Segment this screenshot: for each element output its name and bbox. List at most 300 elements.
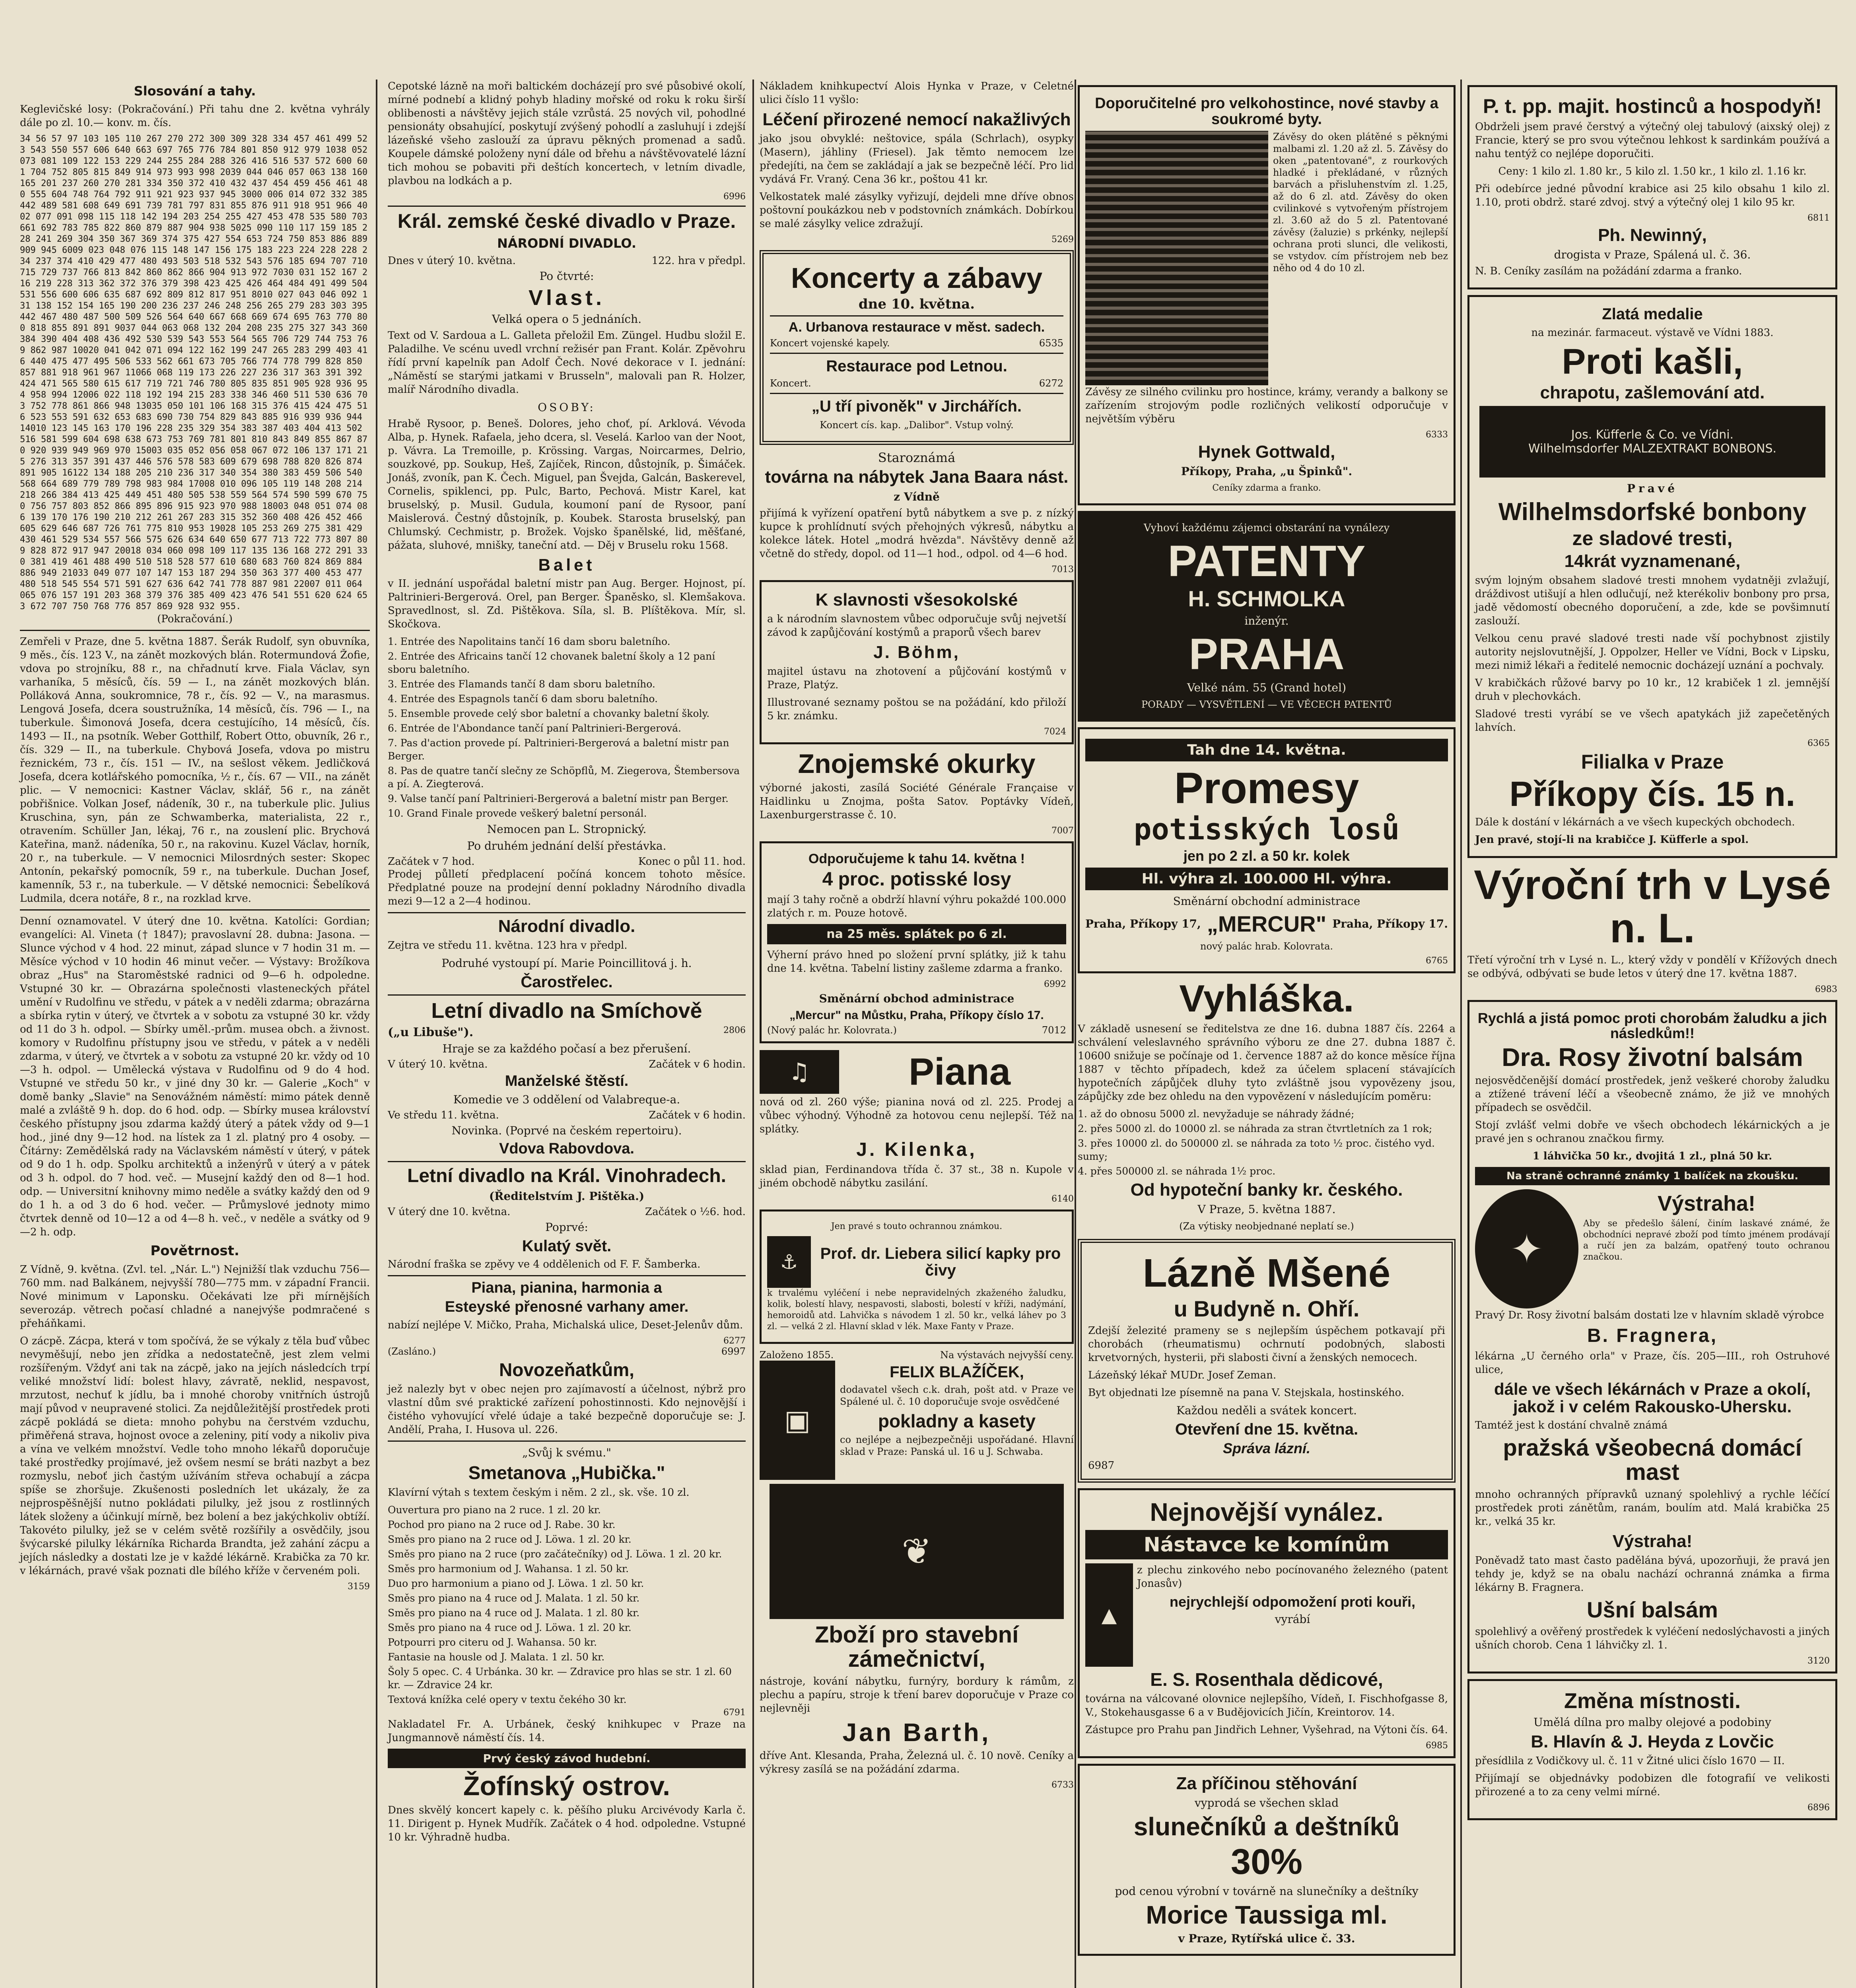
mercur-palace: (Nový palác hr. Kolovrata.)	[767, 1025, 897, 1036]
sheet-music-item: Potpourri pro citeru od J. Wahansa. 50 kr.	[388, 1636, 597, 1648]
announcement-item: 3. přes 10000 zl. do 500000 zl. se náhrada za toto ½ proc. čistého vyd. sumy;	[1078, 1137, 1435, 1162]
awarded-14: 14krát vyznamenané,	[1564, 551, 1741, 571]
kilenka-text: sklad pian, Ferdinandova třída č. 37 st., 38 n. Kupole v jiném obchodě nábytku zasilání.	[760, 1164, 1074, 1190]
locksmith-text: nástroje, kování nábytku, furnýry, bordury k rámům, z plechu a papíru, stroje k tření barev doporučuje v Praze co nejlevněji	[760, 1675, 1074, 1714]
sheet-music-item: Směs pro piano na 4 ruce od J. Malata. 1 zl. 50 kr.	[388, 1592, 640, 1604]
patents-heading: PATENTY	[1168, 536, 1366, 586]
bonbons-boxes: V krabičkách růžové barvy po 10 kr., 12 krabiček 1 zl. jemnější druh v plechovkách.	[1475, 677, 1830, 703]
umbrellas-heading: slunečníků a deštníků	[1133, 1812, 1400, 1841]
own-to-own-motto: „Svůj k svému."	[522, 1446, 612, 1460]
studio-text: Umělá dílna pro malby olejové a podobiny	[1533, 1716, 1771, 1729]
blazicek-text: dodavatel všech c.k. drah, pošt atd. v Praze ve Spálené ul. č. 10 doporučuje svoje osvědčené	[840, 1384, 1074, 1408]
letna-row	[770, 378, 1063, 389]
potisske-heading: 4 proc. potisské losy	[822, 869, 1011, 890]
ear-balsam-text: spolehlivý a ověřený prostředek k vyléčení nedoslýchavosti a jiných ušních chorob. Cena 1 láhvičky zl. 1.	[1475, 1625, 1830, 1651]
warning-heading: Výstraha!	[1657, 1192, 1756, 1216]
concerts-box	[760, 250, 1074, 445]
percent-off: 30%	[1230, 1842, 1303, 1882]
column-3	[760, 80, 1074, 1988]
announcement-item: 4. přes 500000 zl. se náhrada 1½ proc.	[1078, 1165, 1276, 1177]
cast-list: Hrabě Rysoor, p. Beneš. Dolores, jeho choť, pí. Arklová. Vévoda Alba, p. Hynek. Rafaela, jeho dcera, sl. Veselá. Karloo van der Noot, p. Vávra. La Tremoille, p. Krössing. Vargas, Noircarmes, Delrio, souzkové, pp. Soukup, Heš, Zajíček, Rincon, důstojník, p. Šimáček. Jonáš, zvoník, pan K. Čech. Miguel, pan Švejda, Galcán, Baskerevel, Cornelis, spiklenci, pp. Pulc, Barto, Pechová. Mistr Karel, kat bruselský, p. Musil. Gudula, koumoní paní de Rysoor, paní Maislerová. Čestný důstojník, p. Koubek. Starosta bruselský, pan Chlumský. Cechmistr, p. Brožek. Vojsko španělské, lid, měšťané, pážata, sluhové, mnišky, taneční atd. — Děj v Bruselu roku 1568.	[388, 418, 746, 552]
oil-box	[1467, 85, 1837, 289]
furniture-factory-heading: továrna na nábytek Jana Baara nást.	[765, 467, 1069, 487]
ad-number: 6896	[1807, 1803, 1830, 1813]
smetana-heading: Smetanova „Hubička."	[468, 1462, 665, 1483]
kufferle-label: Jos. Küfferle & Co. ve Vídni.	[1571, 428, 1734, 442]
sheet-music-item: Duo pro harmonium a piano od J. Löwa. 1 zl. 50 kr.	[388, 1577, 644, 1589]
first-time: Poprvé:	[545, 1221, 588, 1234]
zofin-heading: Žofínský ostrov.	[463, 1771, 670, 1801]
weather-notice: Hraje se za každého počasí a bez přerušení.	[442, 1042, 691, 1056]
manufactures: vyrábí	[1275, 1613, 1310, 1626]
warning-block	[1583, 1189, 1830, 1309]
barth-text: dříve Ant. Klesanda, Praha, Železná ul. č. 10 nově. Ceníky a výkresy zasílá se na požádání zdarma.	[760, 1750, 1074, 1776]
price-per-lot: jen po 2 zl. a 50 kr. kolek	[1183, 847, 1350, 864]
lottery-numbers: 34 56 57 97 103 105 110 267 270 272 300 309 328 334 457 461 499 523 543 550 557 606 640 663 697 765 776 784 801 850 912 979 1038 052 073 081 109 122 153 229 244 255 284 288 326 416 516 537 572 600 601 704 752 805 815 849 914 973 993 998 2039 044 046 057 063 138 160 165 201 237 260 270 281 334 350 372 410 432 437 454 459 456 461 480 555 604 748 764 792 911 921 923 937 945 3000 006 014 072 332 385 442 489 581 608 649 691 739 781 797 831 855 876 911 918 951 966 4002 077 091 098 115 118 142 194 203 254 255 427 453 478 535 580 703 661 692 783 785 822 860 879 887 904 938 5025 090 110 117 159 185 228 241 269 304 350 367 369 374 375 427 554 653 724 750 853 886 889 909 945 6009 023 048 076 115 148 147 156 175 183 223 224 228 228 234 237 374 410 429 477 480 493 503 518 532 543 576 185 694 707 710 715 729 737 766 813 842 860 862 866 904 913 972 7030 031 152 167 216 219 228 313 362 372 376 379 398 423 425 426 464 484 491 499 504 531 556 600 606 635 687 692 809 812 817 951 8010 027 043 046 092 131 138 152 154 165 190 200 236 237 246 248 256 265 279 283 303 395 442 467 480 487 500 509 526 564 640 667 668 669 674 695 763 770 800 818 855 891 891 9037 044 063 068 132 204 208 235 275 327 343 360 384 390 404 408 436 492 530 539 543 553 564 565 706 729 744 753 769 862 987 10020 041 042 071 094 122 162 199 247 265 283 299 403 416 440 475 477 495 506 533 562 661 673 705 766 774 778 799 828 850 857 881 918 961 967 11066 068 119 173 226 227 236 317 363 391 392 424 471 565 580 615 617 719 721 746 780 805 835 851 905 928 936 954 958 994 12006 022 118 192 194 215 283 338 346 460 511 530 636 703 752 778 861 866 948 13035 050 101 106 168 315 376 415 424 475 516 523 553 591 632 653 683 690 730 754 829 843 885 916 939 936 944 14010 123 145 163 170 196 228 235 329 354 383 387 403 404 413 502 516 581 599 604 698 638 673 753 769 781 801 810 843 849 855 867 870 920 939 949 969 970 15003 035 052 056 058 067 072 106 137 171 215 276 313 357 391 437 446 576 578 583 609 679 698 788 820 826 874 891 905 16122 134 188 205 210 236 317 340 354 380 383 459 506 540 568 664 689 779 789 798 983 984 17008 010 096 105 119 148 208 214 218 266 384 413 425 449 451 480 505 538 559 564 574 590 599 670 750 756 757 803 852 866 895 896 915 923 970 988 18003 048 051 074 086 139 170 176 190 210 212 261 267 283 315 352 360 408 426 452 466 605 629 646 687 726 761 775 810 953 19028 105 253 269 275 381 429 430 461 529 534 557 566 575 626 634 640 650 677 713 722 773 807 809 828 872 917 947 20018 034 060 098 109 117 135 136 168 272 291 330 381 419 461 488 490 510 518 528 577 610 680 683 760 824 869 884 886 949 21033 049 077 107 147 153 187 294 350 363 377 400 453 477 480 518 545 554 571 591 627 636 642 741 778 887 981 22007 011 064 065 076 157 191 203 368 379 376 385 409 423 476 541 551 620 624 653 672 707 750 768 776 857 869 928 932 955.	[20, 134, 373, 612]
fragner-text: lékárna „U černého orla" v Praze, čís. 205—III., roh Ostruhové ulice,	[1475, 1350, 1830, 1376]
announcement-list	[1078, 1107, 1456, 1178]
daily-announcements: Denní oznamovatel. V úterý dne 10. května. Katolíci: Gordian; evangelíci: Al. Vineta († 1847); pravoslavní 28. dubna: Jasona. — Slunce východ v 4 hod. 22 minut, západ slunce v 7 hodin 31 m. — Měsíce východ v 10 hodin 46 minut večer. — Výstavy: Brožíkova obraz „Hus" na Staroměstské radnici od 9—6 h. odpoledne. Vstupné 30 kr. — Obrazárna společnosti vlasteneckých přátel umění v Rudolfinu ve středu, v pátek a v neděli zdarma; obrazárna a sbírka rytin v úterý, ve čtvrtek a v sobotu za vstupné 30 kr. vždy od 11 do 3 h. odpol. — Sbírky uměl.-prům. musea obch. a živnost. komory v Rudolfinu přístupny jsou ve středu, v pátek a v neděli zdarma, v úterý, ve čtvrtek a v sobotu za vstupné 20 kr. vždy od 10—3 h. odpol. — Umělecká výstava v Rudolfinu od 9 do 4 hod. Vstupné ve středu 50 kr., v jiné dny 30 kr. — Galerie „Koch" v domě banky „Slavie" na Senovážném náměstí: mimo pátek denně malé a zvláště 9 h. dop. do 6 hod. odp. — Sbírky musea království českého přístupny jsou zdarma každý úterý a pátek vždy od 9—1 hod., jiné dny 9—12 hod. na lístek za 1 zl. platný pro 4 osoby. — Čítárny: Zemědělská rady na Václavském náměstí v úterý, v pátek od 9 do 1 h. odp. Spolku architektů a inženýrů v úterý a v pátek od 3 h. odpol. do 7 hod. več. — Musejní každý den od 8—1 hod. odp. — Universitní knihovny mimo neděle a svátky každý den od 9 do 1 h. a od 3 do 6 hod. večer. — Průmyslové jednoty mimo čtvrtek denně od 10—12 a od 4—8 h. več., v neděle a svátky od 9—2 h. odp.	[20, 915, 370, 1238]
rosy-text: nejosvědčenější domácí prostředek, jenž veškeré choroby žaludku a ztížené trávení léčí a všeobecně známo, že již ve mnohých případech se osvědčil.	[1475, 1075, 1830, 1114]
comedy-title: Manželské štěstí.	[505, 1073, 629, 1090]
sokol-box	[760, 580, 1074, 744]
gold-medal-text: na mezinár. farmaceut. výstavě ve Vídni 1883.	[1531, 326, 1774, 339]
urban-row	[770, 338, 1063, 349]
ad-number: 7024	[1044, 727, 1066, 737]
rosy-sample-bar: Na straně ochranné známky 1 balíček na zkoušku.	[1475, 1167, 1830, 1185]
bohm-name: J. Böhm,	[873, 642, 960, 662]
spa-opening: Otevření dne 15. května.	[1175, 1420, 1358, 1438]
blinds-text-2: Závěsy ze silného cvilinku pro hostince, krámy, verandy a balkony se zařízením strojovým podle rozličných velikostí odporučuje v největším výběru	[1085, 386, 1448, 425]
below-cost: pod cenou výrobní v továrně na slunečníky a deštníky	[1115, 1884, 1419, 1898]
rosenthal-text: továrna na válcované olovnice nejlepšího, Vídeň, I. Fischhofgasse 8, V., Stokehausgasse 6 a v Budějovicích Jičín, Kreintorov. 14.	[1085, 1693, 1448, 1718]
ad-number: 6277	[723, 1336, 746, 1346]
divider	[20, 909, 370, 911]
contagious-diseases-heading: Léčení přirozené nemocí nakažlivých	[762, 110, 1071, 129]
installments-text: Výherní právo hned po složení první splátky, již k tahu dne 14. května. Tabelní listiny zašleme zdarma a franko.	[767, 949, 1066, 975]
sokol-text: a k národním slavnostem vůbec odporučuje svůj nejvetší závod k zapůjčování kostýmů a praporů všech barev	[767, 613, 1066, 639]
hlavin-text: přesídlila z Vodičkovy ul. č. 11 v Žitné ulici číslo 1670 — II.	[1475, 1755, 1785, 1767]
znojmo-pickles-heading: Znojemské okurky	[798, 749, 1036, 779]
moving-notice: Za příčinou stěhování	[1176, 1773, 1357, 1793]
balsam-box	[1467, 1000, 1837, 1673]
only-genuine: Jen pravé, stojí-li na krabičce J. Küfferle a spol.	[1475, 834, 1749, 846]
ad-number: 7013	[1051, 564, 1074, 575]
ad-number: 2806	[723, 1025, 746, 1036]
vinohrady-start: Začátek o ½6. hod.	[645, 1206, 746, 1218]
oil-text: Obdrželi jsem pravé čerstvý a výtečný olej tabulový (aixský olej) z Francie, který se pro svou výtečnou lehkost k sardinkám používá a nahu tentýž co nejlépe doporučiti.	[1475, 120, 1830, 160]
exchange-admin: Směnární obchodní administrace	[1173, 894, 1360, 908]
ear-balsam-heading: Ušní balsám	[1587, 1597, 1718, 1622]
shipping-notice: Velkostatek malé zásylky vyřizují, dejdeli mne dříve obnos poštovní poukázkou neb v podstovních známkách. Dobírkou se malé zásylky velice zdražují.	[760, 191, 1074, 230]
available-pharmacies: dále ve všech lékárnách v Praze a okolí, jakož i v celém Rakousko-Uhersku.	[1494, 1379, 1811, 1416]
mercur-address: „Mercur" na Můstku, Praha, Příkopy číslo 17.	[789, 1008, 1044, 1022]
start-time: Začátek v 7 hod.	[388, 856, 475, 868]
ballet-item: 7. Pas d'action provede pí. Paltrinieri-Bergerová a baletní mistr pan Berger.	[388, 737, 729, 762]
column-rule	[752, 80, 754, 1988]
ad-number: 6996	[723, 192, 746, 202]
umbrellas-box	[1078, 1764, 1456, 1956]
letna-text: Koncert.	[770, 378, 811, 389]
ballet-item: 6. Entrée de l'Abondance tančí paní Paltrinieri-Bergerová.	[388, 722, 681, 734]
divider	[770, 353, 1063, 354]
ad-number: 6765	[1426, 955, 1448, 966]
sheet-music-item: Ouvertura pro piano na 2 ruce. 1 zl. 20 kr.	[388, 1504, 601, 1516]
bonbon-tin-illustration	[1479, 406, 1825, 478]
warning-heading-2: Výstraha!	[1612, 1531, 1693, 1551]
relocation-heading: Změna místnosti.	[1564, 1689, 1741, 1713]
furniture-text: přijímá k vyřízení opatření bytů nábytkem a sve p. z nízký kupce k prohlídnutí svých přehojných výkresů, nábytku a kolekce látek. Hotel „modrá hvězda". Návštěvy denně až včetně do středy, dopol. od 11—1 hod., odpol. od 4—6 hod.	[760, 507, 1074, 560]
also-available: Tamtéž jest k dostání chvalně známá	[1475, 1419, 1668, 1431]
sheet-music-item: Směs pro piano na 4 ruce od J. Malata. 1 zl. 80 kr.	[388, 1607, 640, 1619]
unordered-copies: (Za výtisky neobjednané neplatí se.)	[1179, 1220, 1354, 1232]
vinohrady-director: (Ředitelstvím J. Pištěka.)	[489, 1190, 645, 1203]
blinds-heading: Doporučitelné pro velkohostince, nové stavby a soukromé byty.	[1095, 95, 1438, 128]
baltic-spa-notice: Cepotské lázně na moři baltickém docházejí pro své působivé okolí, mírné podnebí a klidný pohyb hladiny mořské od roku k roku širší oblibenosti a návštěvy jejich stále vzrůstá. 25 nových vil, pohodlné pensionáty obsahující, poskytují zvýšený pohodlí a zasluhují i zdejší lázeňské všeho zaslouží za úpravu pěkných promenad a sadů. Koupele dámské položeny nyní dále od břehu a návštěvovatelé lázní tich mohou se pobaviti při deštích koncertech, v letním divadle, plavbou na lodkách a p.	[388, 80, 746, 187]
divider	[388, 1441, 746, 1442]
performance-date: Dnes v úterý 10. května.	[388, 254, 516, 267]
genuine-label: Pravé	[1627, 482, 1678, 495]
blinds-row	[1085, 131, 1448, 385]
mercur-left: Praha, Příkopy 17,	[1085, 917, 1201, 930]
anchor-icon: ⚓	[767, 1236, 811, 1288]
prague-agent: Zástupce pro Prahu pan Jindřich Lehner, Vyšehrad, na Výtoni čís. 64.	[1085, 1724, 1448, 1736]
concerts-heading: Koncerty a zábavy	[791, 262, 1043, 295]
rosenthal-name: E. S. Rosenthala dědicové,	[1150, 1669, 1383, 1690]
newlyweds-heading: Novozeňatkům,	[499, 1359, 634, 1380]
three-peonies-text: Koncert cís. kap. „Dalibor". Vstup volný.	[820, 419, 1014, 431]
well-known-label: Staroznámá	[878, 450, 956, 466]
bohm-text: majitel ústavu na zhotovení a půjčování kostýmů v Praze, Platýz.	[767, 666, 1066, 691]
kilenka-name: J. Kilenka,	[856, 1139, 977, 1160]
gottwald-name: Hynek Gottwald,	[1198, 442, 1335, 462]
newinny-name: Ph. Newinný,	[1598, 225, 1707, 245]
national-theatre-heading-2: Národní divadlo.	[498, 916, 636, 936]
lottery-intro: Keglevičské losy: (Pokračování.) Při tahu dne 2. května vyhrály dále po zl. 10.— konv. m. čís.	[20, 103, 370, 129]
ballet-item: 1. Entrée des Napolitains tančí 16 dam sboru baletního.	[388, 636, 670, 648]
sheet-music-item: Fantasie na housle od J. Malata. 1 zl. 50 kr.	[388, 1651, 605, 1663]
ill-notice: Nemocen pan L. Stropnický.	[487, 823, 647, 836]
oil-prices-text: Při odebírce jedné původní krabice asi 25 kilo obsahu 1 kilo zl. 1.10, proti obdrž. staré zdvoj. stvý a výtečný olej 1 kilo 95 kr.	[1475, 182, 1830, 208]
ad-number: 6987	[1088, 1460, 1115, 1472]
liebera-row	[767, 1236, 1066, 1288]
column-rule	[376, 80, 377, 1988]
first-music-house-bar: Prvý český závod hudební.	[388, 1749, 746, 1768]
blazicek-text-block	[840, 1361, 1074, 1480]
quick-help: Rychlá a jistá pomoc proti chorobám žaludku a jich následkům!!	[1477, 1010, 1827, 1042]
malt-extract-text: Sladové tresti vyrábí se ve všech apatykách již zapečetěných lahvích.	[1475, 708, 1830, 734]
sent-row	[388, 1346, 746, 1357]
publisher-urbanek: Nakladatel Fr. A. Urbánek, český knihkupec v Praze na Jungmannově náměstí čís. 14.	[388, 1718, 746, 1744]
ad-number: 6140	[1051, 1194, 1074, 1204]
farce-text: Národní fraška se zpěvy ve 4 oddělenich od F. F. Šamberka.	[388, 1258, 701, 1271]
piano-ad	[760, 1049, 1074, 1095]
fragner-name: B. Fragnera,	[1587, 1325, 1718, 1347]
tomorrow-performance: Zejtra ve středu 11. května. 123 hra v předpl.	[388, 940, 628, 952]
ad-number: 6365	[1807, 738, 1830, 749]
ballet-item: 9. Valse tančí paní Paltrinieri-Bergerová a baletní mistr pan Berger.	[388, 793, 729, 805]
potisske-text: mají 3 tahy ročně a obdrží hlavní výhru pokaždé 100.000 zlatých r. m. Pouze hotově.	[767, 893, 1066, 919]
ad-number: 6992	[1044, 979, 1066, 989]
column-5	[1467, 80, 1837, 1988]
pianos-heading: Piana, pianina, harmonia a	[471, 1279, 662, 1297]
vinohrady-date: V úterý dne 10. května.	[388, 1206, 511, 1218]
safes-text: co nejlépe a nejbezpečněji uspořádané. Hlavní sklad v Praze: Panská ul. 16 u J. Schwaba.	[840, 1434, 1074, 1458]
smichov-start: Začátek v 6 hodin.	[649, 1058, 746, 1071]
safe-icon: ▣	[760, 1361, 835, 1480]
locksmith-goods-heading: Zboží pro stavební zámečnictví,	[814, 1622, 1019, 1672]
smichov-theatre-heading: Letní divadlo na Smíchově	[431, 999, 702, 1023]
blinds-illustration	[1085, 131, 1268, 385]
widow-title: Vdova Rabovdova.	[499, 1140, 634, 1157]
hoteliers-heading: P. t. pp. majit. hostinců a hospodyň!	[1483, 95, 1822, 117]
bonbons-box	[1467, 295, 1837, 858]
sheet-music-item: Textová knížka celé opery v textu čekého 30 kr.	[388, 1693, 627, 1705]
libuse-label: („u Libuše").	[388, 1025, 474, 1040]
spa-concerts: Každou neděli a svátek koncert.	[1176, 1404, 1357, 1417]
opera-title: Vlast.	[528, 285, 605, 310]
time-row	[388, 856, 746, 868]
prikopy-address: Příkopy čís. 15 n.	[1509, 774, 1796, 813]
cough-heading: Proti kašli,	[1562, 342, 1743, 382]
ballet-item: 10. Grand Finale provede veškerý baletní personál.	[388, 808, 647, 819]
wilhelmsdorf-heading: Wilhelmsdorfské bonbony	[1498, 498, 1807, 526]
spa-doctor: Lázeňský lékař MUDr. Josef Zeman.	[1088, 1369, 1277, 1381]
liebera-heading: Prof. dr. Liebera silicí kapky pro čivy	[820, 1245, 1061, 1279]
sheet-music-item: Směs pro harmonium od J. Wahansa. 1 zl. 50 kr.	[388, 1563, 629, 1574]
urban-text: Koncert vojenské kapely.	[770, 338, 890, 349]
mercur-row-2	[1085, 911, 1448, 937]
piano-text: nová od zl. 260 výše; pianina nová od zl. 225. Prodej a vůbec výhodný. Výhodně za hotovou cenu nejlepší. Též na splátky.	[760, 1096, 1074, 1135]
founded-row	[760, 1349, 1074, 1361]
opera-credits: Text od V. Sardoua a L. Galleta přeložil Em. Züngel. Hudbu složil E. Paladilhe. Ve scénu uvedl vrchní režisér pan Frant. Kolár. Zpěvohru řídí první kapelník pan Adolf Čech. Nové dekorace v I. jednání: „Náměstí se starými jatkami v Brusseln", malovali pan R. Holzer, malíř Národního divadla.	[388, 330, 746, 396]
ad-number: 7007	[1051, 826, 1074, 836]
installments-bar: na 25 měs. splátek po 6 zl.	[767, 924, 1066, 944]
sheet-music-item: Směs pro piano na 2 ruce od J. Löwa. 1 zl. 20 kr.	[388, 1533, 632, 1545]
barth-name: Jan Barth,	[842, 1718, 991, 1747]
column-4	[1078, 80, 1456, 1988]
hoarseness-heading: chrapotu, zašlemování atd.	[1540, 383, 1765, 403]
ballet-item: 8. Pas de quatre tančí slečny ze Schöpflů, M. Ziegerova, Štembersova a pí. A. Ziegterová.	[388, 765, 740, 790]
announcement-item: 1. až do obnosu 5000 zl. nevyžaduje se náhrady žádné;	[1078, 1108, 1355, 1120]
smichov-date: V úterý 10. května.	[388, 1058, 488, 1071]
liebera-box	[760, 1209, 1074, 1344]
liebera-trademark-note: Jen pravé s touto ochrannou známkou.	[831, 1221, 1003, 1232]
divider	[388, 912, 746, 913]
contagious-diseases-text: jako jsou obvyklé: neštovice, spála (Schrlach), osypky (Masern), jáhliny (Friesel). Jak těmto nemocem lze předejíti, na čem se zakládají a jak se bezpečně léčí. Pro lid vydává Fr. Vraný. Cena 36 kr., poštou 41 kr.	[760, 133, 1074, 186]
rosy-price: 1 láhvička 50 kr., dvojitá 1 zl., plná 50 kr.	[1532, 1150, 1772, 1163]
smichov-date-2: Ve středu 11. května.	[388, 1109, 499, 1122]
studio-box	[1467, 1679, 1837, 1821]
freischutz-title: Čarostřelec.	[521, 973, 613, 991]
guest-notice: Podruhé vystoupí pí. Marie Poincillitová j. h.	[441, 957, 692, 970]
smoke-relief: nejrychlejší odpomožení proti kouři,	[1169, 1593, 1416, 1610]
ballet-item: 4. Entrée des Espagnols tančí 6 dam sboru baletního.	[388, 693, 658, 705]
ballet-list	[388, 635, 746, 820]
blazicek-name: FELIX BLAŽÍČEK,	[890, 1363, 1024, 1381]
patents-city: PRAHA	[1189, 630, 1345, 679]
rosy-stocked: Stojí zvlášť velmi dobře ve všech obchodech lékárnických a je pravé jen s ochranou značkou firmy.	[1475, 1119, 1830, 1145]
eagle-seal-icon: ✦	[1475, 1189, 1578, 1309]
intermission-notice: Po druhém jednání delší přestávka.	[467, 839, 667, 853]
price-lists: Ceníky zdarma a franko.	[1212, 483, 1321, 493]
safes-heading: pokladny a kasety	[878, 1411, 1036, 1432]
newest-invention: Nejnovější vynález.	[1150, 1498, 1384, 1527]
available-at: Dále k dostání v lékárnách a ve všech kupeckých obchodech.	[1475, 816, 1795, 829]
malz-label: Wilhelmsdorfer MALZEXTRAKT BONBONS.	[1528, 442, 1777, 456]
ad-number: 6535	[1039, 338, 1063, 349]
ad-number: 5269	[1051, 235, 1074, 245]
divider	[770, 393, 1063, 394]
lysa-fair-heading: Výroční trh v Lysé n. L.	[1474, 862, 1831, 952]
warning-row	[1475, 1189, 1830, 1309]
column-2	[388, 80, 746, 1988]
weather-heading: Povětrnost.	[150, 1243, 239, 1259]
sokol-heading: K slavnosti všesokolské	[815, 590, 1018, 610]
blinds-text: Závěsy do oken plátěné s pěknými malbami zl. 1.20 až zl. 5. Závěsy do oken „patentované", z rourkových hladké i překládané, v různých barvách a přisluhenstvím zl. 1.25, až do 6 zl. atd. Závěsy do oken cvilinkové s vytvořeným přístrojem zl. 3.60 až do 5 zl. Patentované závěsy (žaluzie) s prkénky, nejlepší ochrana proti slunci, dle velikosti, se vstydov. cím přístrojem neb bez něho od 4 do 10 zl.	[1273, 131, 1448, 274]
promesy-box	[1078, 727, 1456, 973]
liebera-text: k trvalému vyléčení i nebe nepravidelných zkaženého žaludku, kolik, bolestí hlavy, nespavosti, slabosti, bolestí v kříži, nadýmání, hemoroidů atd. Lahvička s návodem 1 zl. 50 kr., velká láhev po 3 zl. — velká 2 zl. Hlavní sklad v lék. Maxe Fanty v Praze.	[767, 1288, 1066, 1332]
sheet-music-item: Pochod pro piano na 2 ruce od J. Rabe. 30 kr.	[388, 1518, 616, 1530]
divider	[388, 994, 746, 996]
column-rule	[1460, 80, 1462, 1988]
column-rule	[1075, 80, 1076, 1988]
ballet-heading: Balet	[538, 555, 595, 575]
orders-accepted: Přijímají se objednávky podobizen dle fotografií ve velikosti přirozené a to za ceny velmi mírné.	[1475, 1773, 1830, 1798]
zofin-text: Dnes skvělý koncert kapely c. k. pěšího pluku Arcivévody Karla č. 11. Dirigent p. Hynek Mudřík. Začátek o 4 hod. odpoledne. Vstupné 10 kr. Výhradně hudba.	[388, 1804, 746, 1844]
znojmo-text: výborné jakosti, zasílá Société Générale Française v Haidlinku u Znojma, pošta Satov. Poptávky Vídeň, Laxenburgerstrasse č. 10.	[760, 782, 1074, 821]
chimney-box	[1078, 1488, 1456, 1758]
divider	[770, 315, 1063, 316]
sheet-music-item: Šoly 5 opec. C. 4 Urbánka. 30 kr. — Zdravice pro hlas se str. 1 zl. 60 kr. — Zdravice 24 kr.	[388, 1666, 732, 1691]
vinohrady-theatre-heading: Letní divadlo na Král. Vinohradech.	[407, 1165, 726, 1186]
selling-out: vyprodá se všechen sklad	[1194, 1796, 1339, 1809]
ad-number: 3120	[1807, 1656, 1830, 1666]
newlyweds-text: jež nalezly byt v obec nejen pro zajímavostí a účelnost, nýbrž pro vlastní dům své praktické zařízení pohostinnosti. Kdo nejnovější i čistého vyhovující vřelé údaje a také bezpečně doporučuje se: J. Andělí, Praha, I. Husova ul. 226.	[388, 1383, 746, 1436]
founded-label: Založeno 1855.	[760, 1349, 834, 1361]
spa-heading: Lázně Mšené	[1143, 1250, 1391, 1295]
kolovrat-palace: nový palác hrab. Kolovrata.	[1200, 940, 1333, 952]
vienna-label: z Vídně	[894, 490, 940, 503]
warning-text-2: Poněvadž tato mast často padělána bývá, upozorňuji, že pravá jen tehdy je, když se na obalu nachází ochranná známka a firma lékárny B. Fragnera.	[1475, 1554, 1830, 1594]
ballet-item: 2. Entrée des Africains tančí 12 chovanek baletní školy a 12 paní sboru baletního.	[388, 650, 715, 676]
patents-address: Velké nám. 55 (Grand hotel)	[1187, 681, 1347, 694]
hynek-publisher: Nákladem knihkupectví Alois Hynka v Praze, v Celetné ulici číslo 11 vyšlo:	[760, 80, 1074, 106]
patents-name: H. SCHMOLKA	[1188, 586, 1345, 612]
spa-location: u Budyně n. Ohří.	[1174, 1296, 1360, 1321]
prague-ointment: pražská všeobecná domácí mast	[1503, 1435, 1802, 1485]
mortgage-bank: Od hypoteční banky kr. českého.	[1130, 1180, 1403, 1200]
subscription-notice: Prodej půlletí předplacení počíná koncem tohoto měsíce. Předplatné pouze na prodejní denní pokladny Národního divadla mezi 9—12 a 2—4 hodinou.	[388, 868, 746, 908]
chimney-caps: Nástavce ke komínům	[1085, 1530, 1448, 1559]
opera-subtitle: Velká opera o 5 jednáních.	[492, 313, 642, 326]
ad-number: 6811	[1807, 213, 1830, 223]
sheet-music-item: Směs pro piano na 4 ruce od J. Löwa. 1 zl. 20 kr.	[388, 1621, 632, 1633]
subscription-number: 122. hra v předpl.	[651, 254, 746, 267]
theatre-heading: Král. zemské české divadlo v Praze.	[397, 210, 736, 232]
fourth-time: Po čtvrté:	[539, 269, 594, 283]
announcement-text: V základě usnesení se ředitelstva ze dne 16. dubna 1887 čís. 2264 a schválení veleslavného správního výboru ze dne 27. dubna 1887 č. 10600 snižuje se počínaje od 1. července 1887 až do konce měsíce října 1887 v těchto případech, kdež za účelem splacení stávajících hypotečních zápůjček dluhy tyto zvláštně jsou vypovězeny jsou, zápůjčky zde bez ohledu na den vypovězení v následujícím poměru:	[1078, 1023, 1456, 1103]
ad-number: 6997	[721, 1346, 746, 1357]
rosy-balsam-heading: Dra. Rosy životní balsám	[1502, 1043, 1803, 1072]
column-1	[20, 80, 373, 1988]
chimney-text-block	[1137, 1563, 1448, 1667]
piano-icon: ♫	[760, 1050, 839, 1094]
engraving-illustration: ❦	[770, 1484, 1064, 1619]
letna-restaurant: Restaurace pod Letnou.	[826, 357, 1007, 375]
deaths-notice: Zemřeli v Praze, dne 5. května 1887. Šerák Rudolf, syn obuvníka, 9 měs., čís. 123 V., na zánět mozkových blán. Rotermundová Žofie, vdova po strojníku, 88 r., na chřadnutí krve. Fiala Václav, syn varhaníka, 5 měsíců, čís. 59 — I., na zánět mozkových blán. Polláková Anna, soukromnice, 78 r., čís. 92 — V., na marasmus. Lengová Josefa, dcera soustružníka, 14 měsíců, čís. 796 — I., na tuberkule. Šimonová Josefa, dcera cestujícího, 14 měsíců, čís. 1493 — II., na psotník. Weber Gotthilf, Robert Otto, obuvník, 26 r., čís. 329 — II., na tuberkule. Chybová Josefa, vdova po mistru řeznickém, 73 r., čís. 151 — IV., na sešlost věkem. Jedličková Josefa, dcera kotlářského pomocníka, ½ r., čís. 67 — VII., na zánět plic. — V nemocnici: Kastner Václav, sklář, 56 r., na zánět pobřišnice. Volkan Josef, nádeník, 30 r., na tuberkule plic. Julius Kruschina, syn, pán ze Schwamberka, materialista, 22 r., otravením. Schüller Jan, lékaj, 76 r., na zouslení plic. Brychová Kateřina, manž. nádeníka, 50 r., na rakovinu. Kuzel Václav, horník, 20 r., na tuberkule. — V nemocnici Milosrdných sester: Skopec Antonín, pekařský pomocník, 59 r., na tuberkule. Duchan Josef, kamenník, 53 r., na tuberkule. — V dětské nemocnici: Šebelíková Ludmila, dcera notáře, 8 r., na rozklad krve.	[20, 636, 370, 905]
sheet-music-list	[388, 1503, 746, 1706]
patents-top: Vyhoví každému zájemci obstarání na vynálezy	[1143, 522, 1390, 534]
ad-number: 6272	[1039, 378, 1063, 389]
sheet-music-item: Směs pro piano na 2 ruce (pro začátečníky) od J. Löwa. 1 zl. 20 kr.	[388, 1548, 722, 1560]
chimney-icon: ▲	[1085, 1563, 1133, 1667]
lottery-continued: (Pokračování.)	[157, 613, 233, 625]
spa-box	[1078, 1239, 1456, 1483]
main-prize-bar: Hl. výhra zl. 100.000 Hl. výhra.	[1085, 868, 1448, 890]
warning-text: Aby se předešlo šálení, činím laskavé známé, že obchodníci nepravé zboží pod tímto jménem prodávají a ručí jen za balzám, opatřený touto ochranou značkou.	[1583, 1218, 1830, 1262]
promesy-heading: Promesy	[1174, 763, 1359, 813]
gottwald-address: Příkopy, Praha, „u Špinků".	[1181, 464, 1353, 478]
chimney-text: z plechu zinkového nebo pocínovaného železného (patent Jonasův)	[1137, 1564, 1448, 1590]
ballet-item: 3. Entrée des Flamands tančí 8 dam sboru baletního.	[388, 678, 655, 690]
pianos-text: nabízí nejlépe V. Mičko, Praha, Michalská ulice, Deset-Jelenův dům.	[388, 1319, 743, 1332]
ad-number: 3159	[348, 1582, 370, 1592]
divider	[20, 630, 370, 631]
libuse-row	[388, 1025, 746, 1039]
spa-administration: Správa lázní.	[1222, 1440, 1311, 1456]
constipation-article: O zácpě. Zácpa, která v tom spočívá, že se výkaly z těla buď vůbec nevyměšují, nebo jen zřídka a nedostatečně, jest zlem velmi rozšířeným. Vždyť ani tak na zácpě, jako na jejích následcích trpí veliké množství lidí: bolest hlavy, závratě, neklid, nespavost, mrzutost, nechuť k jídlu, ba i mnohé choroby vnitřních ústrojů mají původ v neupravené stolici. Za nejdůležitější prostředek proti zácpě pokládá se dieta: mnoho pohybu na čerstvém vzduchu, přiměřená strava, hojnost ovoce a zeleniny, pití vody a nikoliv piva a vína ve velkém množství. Vedle toho mnoho lékařů doporučuje také prostředky projímavé, jež ovšem nesmí se bráti nazbyt a bez rozmyslu, neboť jich častým užíváním střeva ochabují a zácpa spíše se zhoršuje. Zkušenosti posledních let ukázaly, že za nejprospěšnější nutno pokládati pilulky, jež jsou z rostlinných látek složeny a účinkují mírně, bez bolení a bez jakýchkoliv obtíží. Takovéto pilulky, jež se v celém světě rozšířily a osvědčily, jsou švýcarské pilulky lékárníka Richarda Brandta, jež zahání zácpu a jejích následky a dostati lze je v každé lékárně. Krabička za 70 kr. v lékárnách, pravé však poznati dle bílého kříže v červeném poli.	[20, 1335, 370, 1577]
newinny-address: drogista v Praze, Spálená ul. č. 36.	[1554, 248, 1751, 261]
performance-date-row	[388, 255, 746, 267]
mercur-logo: „MERCUR"	[1207, 911, 1327, 936]
oil-prices: Ceny: 1 kilo zl. 1.80 kr., 5 kilo zl. 1.50 kr., 1 kilo zl. 1.16 kr.	[1498, 165, 1807, 177]
divider	[388, 206, 746, 207]
concerts-date: dne 10. května.	[858, 296, 975, 312]
ad-number: 7012	[1042, 1025, 1066, 1036]
prague-branch: Filialka v Praze	[1581, 751, 1724, 773]
recommend-draw: Odporučujeme k tahu 14. května !	[808, 851, 1025, 867]
ad-number: 6791	[723, 1707, 746, 1718]
ad-number: 6983	[1815, 984, 1837, 995]
mercur-right: Praha, Příkopy 17.	[1332, 917, 1448, 930]
newinny-nb: N. B. Ceníky zasílám na požádání zdarma a franko.	[1475, 265, 1742, 277]
spa-text: Zdejší železité prameny se s nejlepším úspěchem potkavají při chorobách (rheumatismu) ochrnutí podobných, slabosti krvetvorných, hysterii, při slabosti čivní a ženských nemocech.	[1088, 1324, 1445, 1364]
gold-medal: Zlatá medalie	[1602, 305, 1703, 323]
estey-heading: Esteyské přenosné varhany amer.	[445, 1299, 689, 1316]
mercur-row	[767, 1025, 1066, 1036]
urban-restaurant: A. Urbanova restaurace v měst. sadech.	[788, 319, 1045, 335]
end-time: Konec o půl 11. hod.	[638, 856, 746, 868]
ad-number: 6985	[1426, 1740, 1448, 1751]
bonbons-text: svým lojným obsahem sladové tresti mnohem vydatněji zvlažují, dráždivost utišují a hlen odlučují, než kterékoliv bonbony pro prsa, jadě vědomostí obecného doporučení, a zde, kde se povšimnutí zaslouží.	[1475, 575, 1830, 627]
potisske-box	[760, 841, 1074, 1043]
three-peonies: „U tří pivoněk" v Jirchářích.	[811, 398, 1022, 415]
malt-extract: ze sladové tresti,	[1572, 527, 1733, 550]
piano-heading: Piana	[908, 1050, 1011, 1093]
ad-number: 6333	[1426, 429, 1448, 440]
chimney-row	[1085, 1563, 1448, 1667]
patents-box	[1078, 511, 1456, 722]
ballet-item: 5. Ensemble provede celý sbor baletní a chovanky baletní školy.	[388, 708, 710, 720]
awards-label: Na výstavách nejvyšší ceny.	[940, 1349, 1074, 1361]
prague-date: V Praze, 5. května 1887.	[1197, 1202, 1336, 1216]
divider	[388, 1275, 746, 1276]
smetana-text: Klavírní výtah s textem českým i něm. 2 zl., sk. vše. 10 zl.	[388, 1486, 690, 1499]
smichov-date-row	[388, 1058, 746, 1070]
ballet-text: v II. jednání uspořádal baletní mistr pan Aug. Berger. Hojnost, pí. Paltrinieri-Bergerová. Orel, pan Berger. Španěsko, sl. Klemšakova. Spravedlnost, sl. Zd. Pištěkova. Síla, sl. B. Plíštěkova. Mír, sl. Skočkova.	[388, 578, 746, 631]
cast-heading: OSOBY:	[538, 401, 596, 414]
